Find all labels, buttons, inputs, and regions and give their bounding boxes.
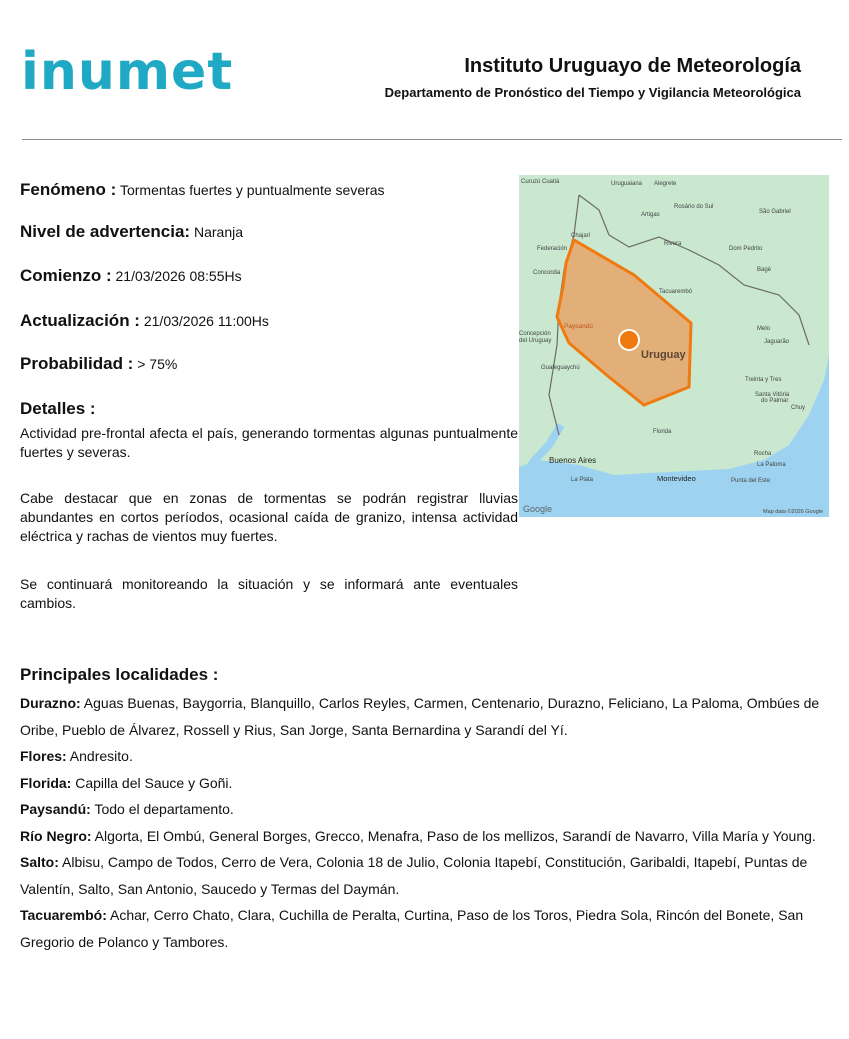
probabilidad-label: Probabilidad : <box>20 354 134 373</box>
map-label-concepcion-2: del Uruguay <box>519 338 552 344</box>
locality-item-salto <box>20 849 836 902</box>
organization-title: Instituto Uruguayo de Meteorología <box>464 55 801 77</box>
map-label-chajari: Chajarí <box>571 233 591 239</box>
nivel-field <box>20 222 243 242</box>
warning-area-map <box>519 175 829 517</box>
map-label-rosario-sul: Rosário do Sul <box>674 204 714 210</box>
nivel-value: Naranja <box>190 224 243 240</box>
locality-item-florida <box>20 770 836 797</box>
map-label-do-palmar: do Palmar <box>761 398 789 404</box>
map-label-bage: Bagé <box>757 267 772 273</box>
locality-dept: Río Negro: <box>20 827 92 844</box>
locality-dept: Durazno: <box>20 695 81 711</box>
map-label-la-paloma: La Paloma <box>757 462 786 468</box>
locality-places: Aguas Buenas, Baygorria, Blanquillo, Carlos Reyles, Carmen, Centenario, Durazno, Feliciano, La Paloma, Ombúes de Oribe, Pueblo de Álvarez, Rossell y Rius, San Jorge, Santa Bernardina y Sarandí del Yí. <box>20 695 820 738</box>
map-label-florida: Florida <box>653 429 672 435</box>
locality-places: Achar, Cerro Chato, Clara, Cuchilla de Peralta, Curtina, Paso de los Toros, Piedra Sola, Rincón del Bonete, San Gregorio de Polanco y Tambores. <box>20 907 804 950</box>
map-label-buenos-aires: Buenos Aires <box>549 456 597 465</box>
comienzo-field <box>20 266 242 286</box>
fenomeno-value: Tormentas fuertes y puntualmente severas <box>116 182 385 198</box>
details-paragraph: Se continuará monitoreando la situación y se informará ante eventuales cambios. <box>20 576 518 611</box>
localities-list <box>20 690 836 955</box>
map-label-concordia: Concordia <box>533 270 561 276</box>
actualizacion-label: Actualización : <box>20 311 140 330</box>
locality-places: Algorta, El Ombú, General Borges, Grecco, Menafra, Paso de los mellizos, Sarandí de Navarro, Villa María y Young. <box>91 827 816 844</box>
storm-icon <box>619 330 639 350</box>
map-label-jaguarao: Jaguarão <box>764 339 790 345</box>
map-label-tacuarembo: Tacuarembó <box>659 289 693 295</box>
locality-dept: Salto: <box>20 854 59 870</box>
map-label-gualeguaychu: Gualeguaychú <box>541 365 580 371</box>
map-label-chuy: Chuy <box>791 405 806 411</box>
locality-item-flores <box>20 743 836 770</box>
probabilidad-value: > 75% <box>133 356 178 372</box>
map-label-paysandu: Paysandú <box>564 323 593 330</box>
comienzo-label: Comienzo : <box>20 266 112 285</box>
map-label-uruguay: Uruguay <box>641 349 686 361</box>
inumet-logo: inumet <box>21 42 234 102</box>
map-label-uruguaiana: Uruguaiana <box>611 181 643 187</box>
map-label-santa-vitoria: Santa Vitória <box>755 392 790 398</box>
nivel-label: Nivel de advertencia: <box>20 222 191 241</box>
map-label-federacion: Federación <box>537 246 568 252</box>
map-label-treinta-tres: Treinta y Tres <box>745 377 782 383</box>
locality-places: Andresito. <box>66 748 133 764</box>
map-label-curuzu: Curuzú Cuatiá <box>521 179 560 185</box>
map-label-montevideo: Montevideo <box>657 474 696 483</box>
locality-places: Todo el departamento. <box>90 801 234 817</box>
locality-item-paysandu <box>20 796 836 823</box>
map-label-sao-gabriel: São Gabriel <box>759 209 791 215</box>
locality-dept: Florida: <box>20 774 72 791</box>
fenomeno-field <box>20 180 385 200</box>
map-label-melo: Melo <box>757 326 771 332</box>
locality-item-rio-negro <box>20 823 836 850</box>
department-subtitle: Departamento de Pronóstico del Tiempo y Vigilancia Meteorológica <box>384 85 801 100</box>
header-divider <box>22 139 842 140</box>
actualizacion-value: 21/03/2026 11:00Hs <box>139 313 269 329</box>
map-label-punta-este: Punta del Este <box>731 478 771 484</box>
localities-title: Principales localidades : <box>20 665 219 684</box>
details-paragraph: Actividad pre-frontal afecta el país, generando tormentas algunas puntualmente fuertes y severas. <box>20 425 518 460</box>
map-label-artigas: Artigas <box>641 212 660 218</box>
locality-dept: Paysandú: <box>20 801 91 817</box>
map-label-la-plata: La Plata <box>571 477 594 483</box>
locality-places: Capilla del Sauce y Goñi. <box>71 774 233 791</box>
details-title: Detalles : <box>20 399 96 418</box>
locality-places: Albisu, Campo de Todos, Cerro de Vera, Colonia 18 de Julio, Colonia Itapebí, Constitución, Garibaldi, Itapebí, Puntas de Valentín, Salto, San Antonio, Saucedo y Termas del Daymán. <box>20 854 808 897</box>
fenomeno-label: Fenómeno : <box>20 180 117 199</box>
probabilidad-field <box>20 354 177 374</box>
map-label-alegrete: Alegrete <box>654 181 677 187</box>
locality-dept: Tacuarembó: <box>20 907 107 923</box>
map-label-dom-pedrito: Dom Pedrito <box>729 246 763 252</box>
map-label-rivera: Rivera <box>664 241 682 247</box>
locality-dept: Flores: <box>20 748 67 764</box>
locality-item-tacuarembo <box>20 902 836 955</box>
details-paragraph: Cabe destacar que en zonas de tormentas se podrán registrar lluvias abundantes en cortos períodos, ocasional caída de granizo, intensa actividad eléctrica y rachas de vientos muy fuertes. <box>20 490 518 544</box>
map-label-concepcion: Concepción <box>519 331 551 337</box>
locality-item-durazno <box>20 690 836 743</box>
actualizacion-field <box>20 311 269 331</box>
map-attribution: Map data ©2026 Google <box>763 509 824 515</box>
map-label-rocha: Rocha <box>754 451 772 457</box>
comienzo-value: 21/03/2026 08:55Hs <box>111 268 242 284</box>
google-logo: Google <box>523 504 553 514</box>
